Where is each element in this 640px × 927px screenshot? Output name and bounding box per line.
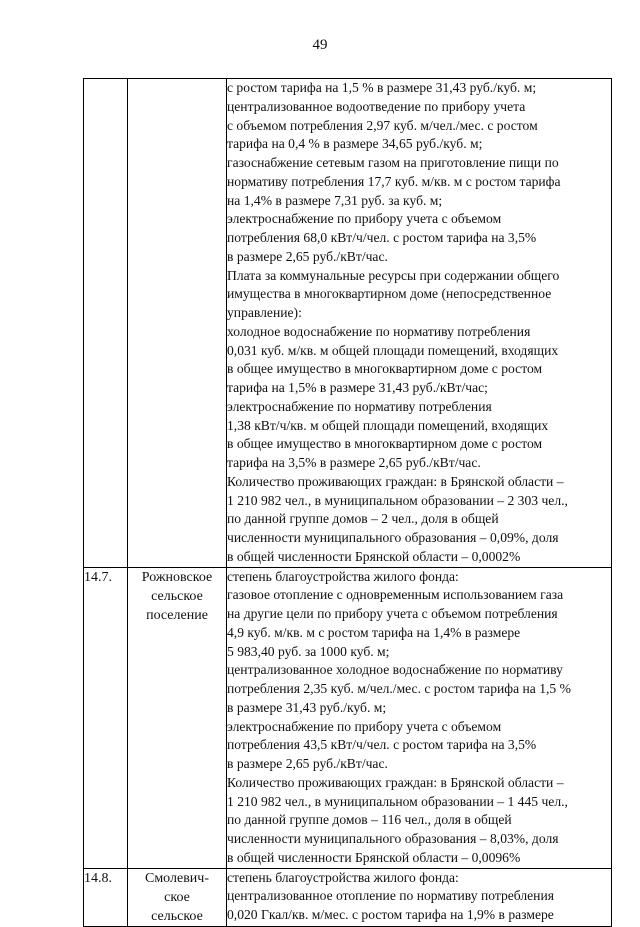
description-line: степень благоустройства жилого фонда:	[227, 869, 459, 885]
description-line: по данной группе домов – 2 чел., доля в общей	[227, 511, 499, 527]
row-number: 14.8.	[84, 868, 128, 926]
description-line: степень благоустройства жилого фонда:	[227, 568, 459, 584]
description-line: холодное водоснабжение по нормативу потребления	[227, 323, 531, 339]
settlement-name-line: поселение	[146, 607, 208, 623]
description-line: 0,020 Гкал/кв. м/мес. с ростом тарифа на 1,9% в размере	[227, 907, 554, 922]
description-line: потребления 2,35 куб. м/чел./мес. с ростом тарифа на 1,5 %	[227, 681, 571, 696]
description-cell	[227, 79, 612, 568]
page-number: 49	[312, 37, 328, 53]
description-line: централизованное водоотведение по прибору учета	[227, 98, 526, 114]
settlement-name-line: ское	[164, 889, 190, 905]
settlement-name	[128, 79, 227, 568]
description-line: Количество проживающих граждан: в Брянской области –	[227, 774, 564, 790]
description-line: 5 983,40 руб. за 1000 куб. м;	[227, 643, 390, 659]
description-line: в размере 2,65 руб./кВт/час.	[227, 248, 388, 264]
description-line: в общей численности Брянской области – 0,0096%	[227, 849, 521, 865]
description-line: в общей численности Брянской области – 0,0002%	[227, 548, 521, 564]
description-line: на другие цели по прибору учета с объемом потребления	[227, 606, 558, 621]
description-cell	[227, 567, 612, 868]
description-line: газоснабжение сетевым газом на приготовление пищи по	[227, 155, 559, 170]
description-line: управление):	[227, 305, 302, 320]
description-cell	[227, 868, 612, 926]
description-line: электроснабжение по нормативу потребления	[227, 398, 492, 414]
description-line: с ростом тарифа на 1,5 % в размере 31,43 руб./куб. м;	[227, 80, 537, 95]
description-line: тарифа на 0,4 % в размере 34,65 руб./куб. м;	[227, 136, 483, 152]
description-line: в общее имущество в многоквартирном доме с ростом	[227, 436, 543, 452]
description-line: в размере 31,43 руб./куб. м;	[227, 699, 387, 715]
table-row	[84, 567, 612, 868]
description-line: централизованное отопление по нормативу потребления	[227, 888, 554, 904]
description-line: по данной группе домов – 116 чел., доля в общей	[227, 812, 512, 828]
description-line: в размере 2,65 руб./кВт/час.	[227, 756, 388, 771]
settlement-name-line: Рожновское	[141, 569, 213, 585]
description-line: Количество проживающих граждан: в Брянской области –	[227, 473, 564, 489]
tariff-table	[83, 78, 612, 927]
row-number	[84, 79, 128, 568]
settlement-name	[128, 868, 227, 926]
settlement-name	[128, 567, 227, 868]
settlement-name-line: сельское	[151, 588, 203, 604]
table-row	[84, 868, 612, 926]
description-line: 1 210 982 чел., в муниципальном образовании – 1 445 чел.,	[227, 793, 568, 809]
description-line: с объемом потребления 2,97 куб. м/чел./мес. с ростом	[227, 117, 538, 133]
description-line: потребления 68,0 кВт/ч/чел. с ростом тарифа на 3,5%	[227, 230, 537, 245]
settlement-name-line: Смолевич-	[144, 870, 210, 886]
description-line: на 1,4% в размере 7,31 руб. за куб. м;	[227, 192, 443, 208]
description-line: потребления 43,5 кВт/ч/чел. с ростом тарифа на 3,5%	[227, 737, 537, 753]
description-line: нормативу потребления 17,7 куб. м/кв. м с ростом тарифа	[227, 173, 561, 189]
description-line: тарифа на 3,5% в размере 2,65 руб./кВт/час.	[227, 455, 481, 470]
description-line: имущества в многоквартирном доме (непосредственное	[227, 286, 552, 302]
row-number: 14.7.	[84, 567, 128, 868]
description-line: 0,031 куб. м/кв. м общей площади помещений, входящих	[227, 342, 559, 358]
description-line: газовое отопление с одновременным использованием газа	[227, 587, 564, 603]
table-row	[84, 79, 612, 568]
description-line: численности муниципального образования – 8,03%, доля	[227, 831, 559, 846]
settlement-name-line: сельское	[151, 908, 203, 924]
description-line: электроснабжение по прибору учета с объемом	[227, 211, 502, 227]
description-line: электроснабжение по прибору учета с объемом	[227, 718, 502, 734]
description-line: тарифа на 1,5% в размере 31,43 руб./кВт/час;	[227, 380, 488, 395]
description-line: Плата за коммунальные ресурсы при содержании общего	[227, 267, 560, 283]
description-line: 4,9 куб. м/кв. м с ростом тарифа на 1,4% в размере	[227, 624, 521, 640]
description-line: численности муниципального образования – 0,09%, доля	[227, 530, 559, 545]
description-line: в общее имущество в многоквартирном доме с ростом	[227, 361, 543, 377]
description-line: 1 210 982 чел., в муниципальном образовании – 2 303 чел.,	[227, 492, 568, 508]
description-line: централизованное холодное водоснабжение по нормативу	[227, 662, 563, 678]
description-line: 1,38 кВт/ч/кв. м общей площади помещений, входящих	[227, 417, 549, 433]
